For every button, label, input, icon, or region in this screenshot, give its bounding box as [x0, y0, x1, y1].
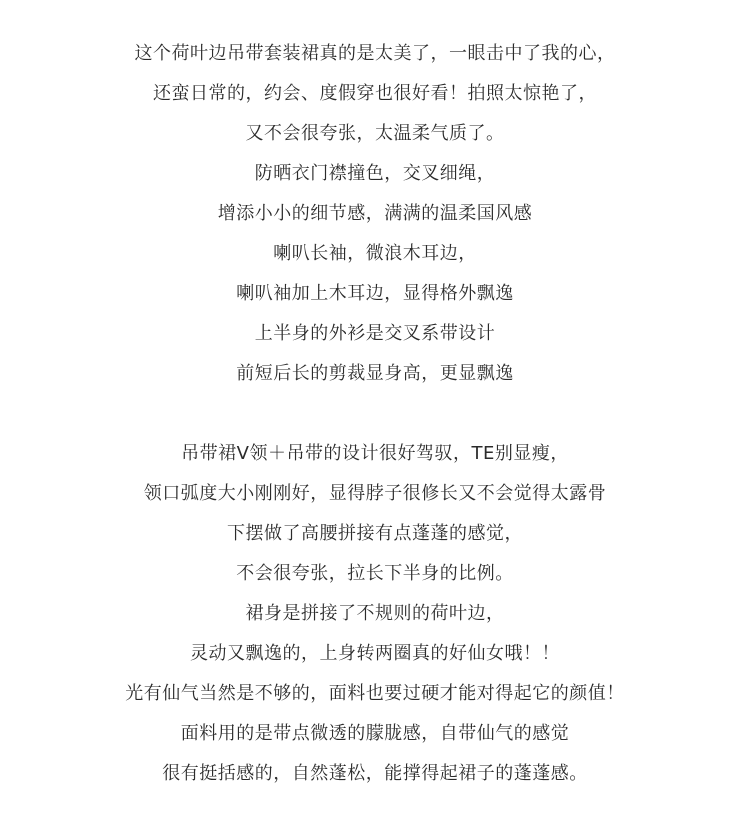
text-line: 很有挺括感的，自然蓬松，能撑得起裙子的蓬蓬感。 — [162, 763, 588, 784]
text-line: 喇叭长袖，微浪木耳边， — [273, 243, 477, 264]
text-line: 领口弧度大小刚刚好，显得脖子很修长又不会觉得太露骨 — [143, 483, 607, 504]
text-line: 喇叭袖加上木耳边，显得格外飘逸 — [236, 283, 514, 304]
text-line: 这个荷叶边吊带套装裙真的是太美了，一眼击中了我的心， — [134, 43, 616, 64]
text-line: 上半身的外衫是交叉系带设计 — [254, 323, 496, 344]
text-line: 面料用的是带点微透的朦胧感，自带仙气的感觉 — [180, 723, 570, 744]
text-line: 前短后长的剪裁显身高，更显飘逸 — [236, 363, 514, 384]
description-paragraph-2 — [0, 438, 750, 798]
description-paragraph-1 — [0, 38, 750, 398]
text-line: 又不会很夸张，太温柔气质了。 — [245, 123, 505, 144]
text-line: 光有仙气当然是不够的，面料也要过硬才能对得起它的颜值！ — [125, 683, 625, 704]
text-line: 增添小小的细节感，满满的温柔国风感 — [217, 203, 533, 224]
text-line: 灵动又飘逸的，上身转两圈真的好仙女哦！！ — [190, 643, 560, 664]
text-line: 吊带裙V领＋吊带的设计很好驾驭，TE别显瘦， — [181, 443, 569, 464]
text-line: 还蛮日常的，约会、度假穿也很好看！拍照太惊艳了， — [153, 83, 597, 104]
text-line: 裙身是拼接了不规则的荷叶边， — [245, 603, 505, 624]
text-line: 不会很夸张，拉长下半身的比例。 — [236, 563, 514, 584]
text-line: 防晒衣门襟撞色，交叉细绳， — [254, 163, 496, 184]
text-line: 下摆做了高腰拼接有点蓬蓬的感觉， — [227, 523, 523, 544]
